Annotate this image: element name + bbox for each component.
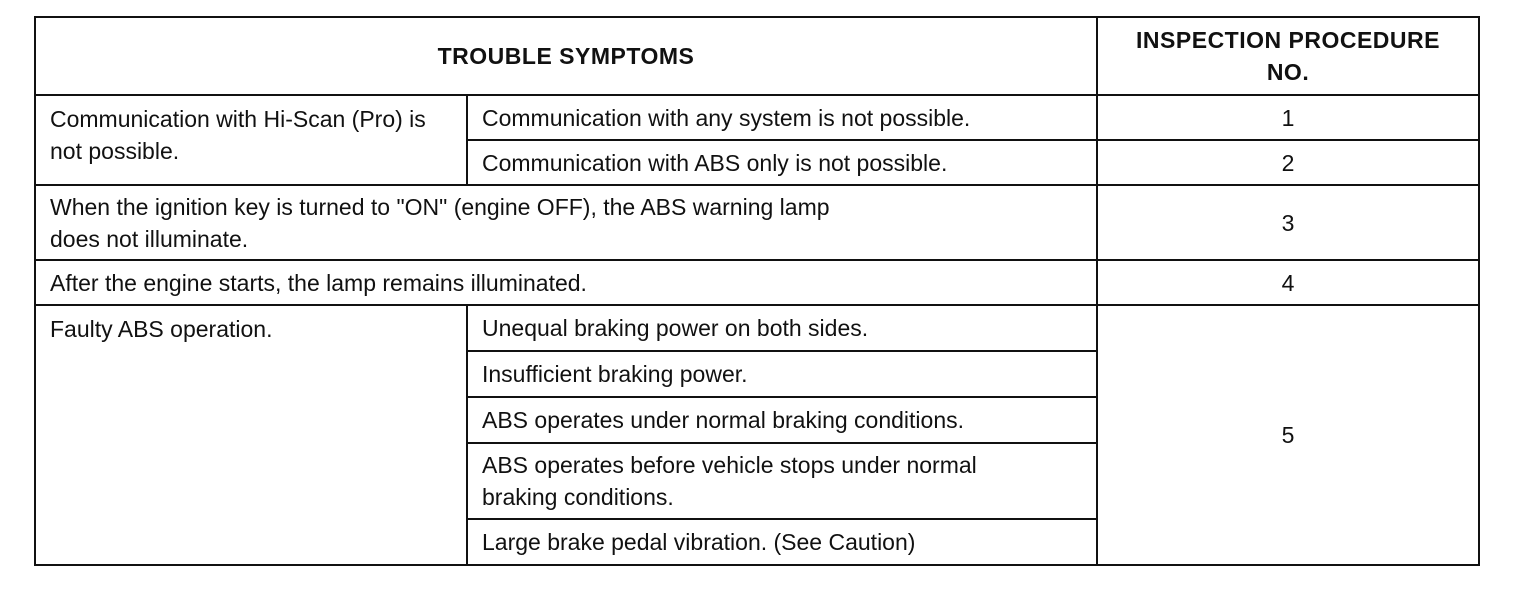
procedure-number: 2: [1097, 140, 1479, 185]
symptom-text: ABS operates before vehicle stops under normal braking conditions.: [482, 452, 977, 510]
table-row: [35, 260, 1479, 305]
symptom-cell-lamp-remains: After the engine starts, the lamp remains illuminated.: [35, 260, 1097, 305]
symptom-cell: [467, 443, 1097, 519]
table-row: [35, 185, 1479, 260]
symptom-cell: Communication with ABS only is not possible.: [467, 140, 1097, 185]
symptom-cell: Insufficient braking power.: [467, 351, 1097, 397]
header-row: [35, 17, 1479, 95]
procedure-number: 4: [1097, 260, 1479, 305]
trouble-symptoms-table: [34, 16, 1480, 566]
symptom-cell: Large brake pedal vibration. (See Caution): [467, 519, 1097, 565]
inspection-procedure-header: INSPECTION PROCEDURE NO.: [1097, 17, 1479, 95]
table-row: [35, 305, 1479, 351]
symptom-category-faulty-abs: Faulty ABS operation.: [35, 305, 467, 565]
symptom-category-communication: Communication with Hi-Scan (Pro) is not possible.: [35, 95, 467, 185]
table-row: [35, 95, 1479, 140]
symptom-cell-warning-lamp: [35, 185, 1097, 260]
trouble-symptoms-header: TROUBLE SYMPTOMS: [35, 17, 1097, 95]
symptom-cell: Communication with any system is not possible.: [467, 95, 1097, 140]
procedure-number: 3: [1097, 185, 1479, 260]
symptom-cell: Unequal braking power on both sides.: [467, 305, 1097, 351]
procedure-number: 1: [1097, 95, 1479, 140]
procedure-number: 5: [1097, 305, 1479, 565]
symptom-cell: ABS operates under normal braking conditions.: [467, 397, 1097, 443]
symptom-text: When the ignition key is turned to "ON" (engine OFF), the ABS warning lamp does not illuminate.: [50, 193, 830, 252]
